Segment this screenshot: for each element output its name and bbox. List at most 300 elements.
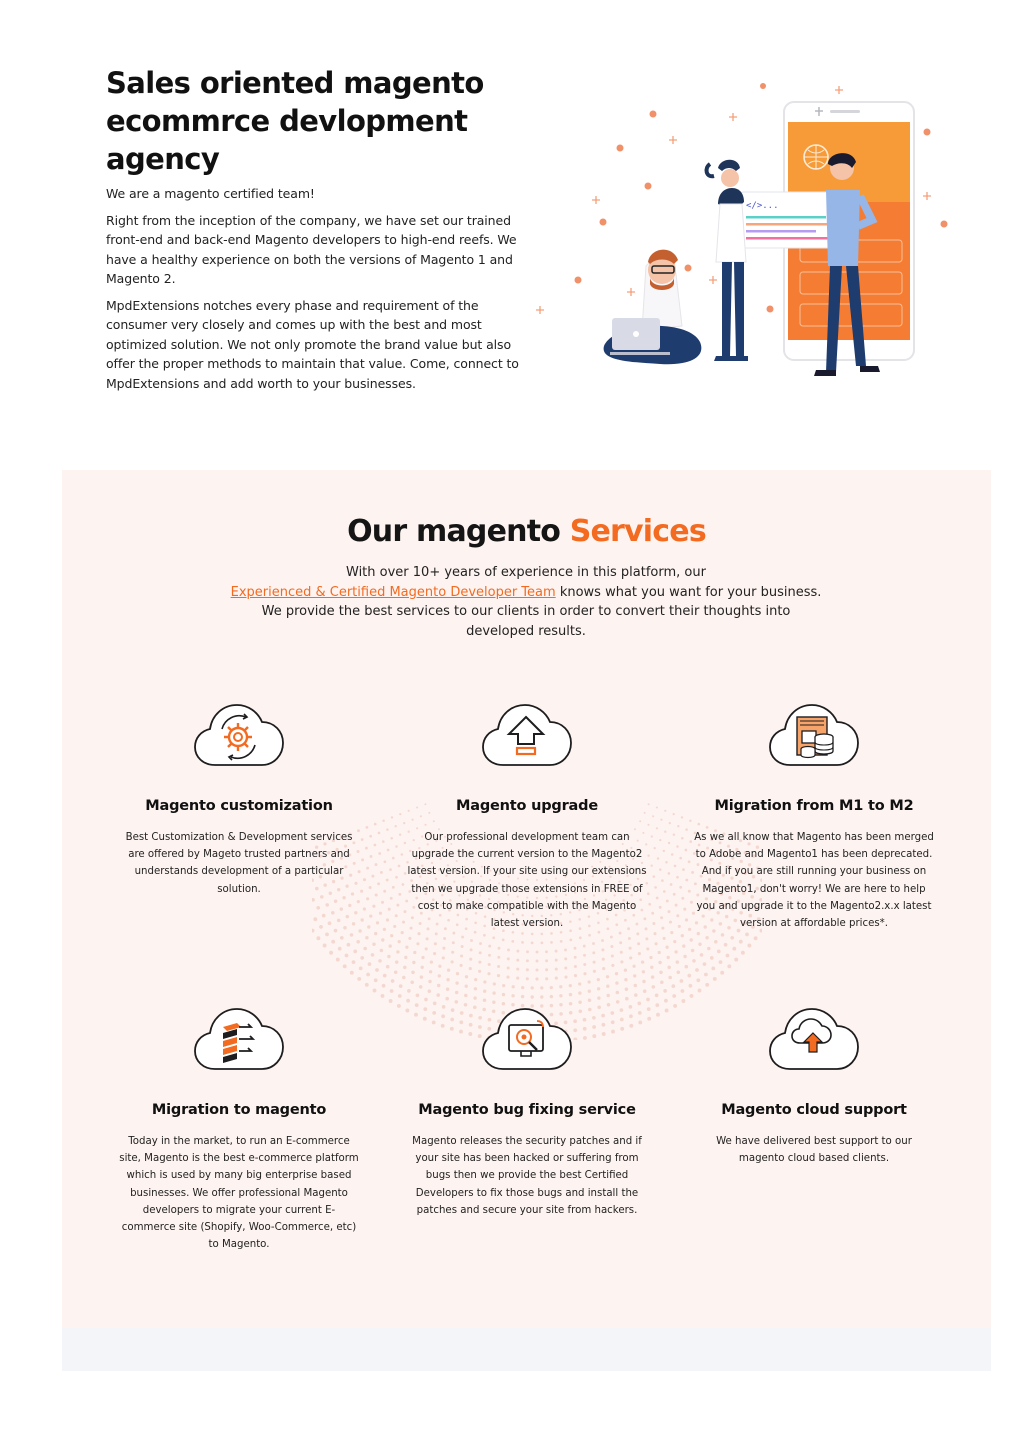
halftone-dot — [666, 900, 669, 903]
halftone-dot — [383, 974, 387, 978]
halftone-dot — [493, 982, 496, 985]
halftone-dot — [398, 893, 401, 896]
halftone-dot — [578, 991, 581, 994]
halftone-dot — [438, 974, 441, 977]
halftone-dot — [382, 819, 385, 822]
halftone-dot — [649, 956, 652, 959]
halftone-dot — [408, 937, 411, 940]
halftone-dot — [645, 937, 648, 940]
halftone-dot — [670, 931, 673, 934]
service-card-text: Our professional development team can upgrade the current version to the Magento2 latest version. If your site using our extensions then we upgrade those extensions in FREE of cost to make compatible with the Magento latest version. — [407, 832, 647, 930]
halftone-dot — [698, 943, 701, 946]
halftone-dot — [700, 953, 704, 957]
halftone-dot — [474, 978, 477, 981]
hero-illustration — [530, 80, 960, 400]
halftone-dot — [673, 893, 676, 896]
halftone-dot — [602, 967, 605, 970]
halftone-dot — [689, 984, 693, 988]
halftone-dot — [620, 951, 623, 954]
halftone-dot — [655, 942, 658, 945]
halftone-dot — [365, 983, 369, 987]
halftone-dot — [724, 943, 728, 947]
service-card-text: Best Customization & Development services are offered by Mageto trusted partners and understands development of a particular solution. — [125, 832, 353, 895]
halftone-dot — [367, 925, 370, 928]
halftone-dot — [641, 960, 644, 963]
halftone-dot — [336, 958, 340, 962]
halftone-dot — [516, 968, 519, 971]
halftone-dot — [419, 985, 423, 989]
svg-text:</>...: </>... — [746, 201, 779, 211]
halftone-dot — [673, 833, 675, 835]
halftone-dot — [653, 875, 656, 878]
halftone-dot — [396, 904, 399, 907]
halftone-dot — [526, 959, 529, 962]
halftone-dot — [555, 977, 558, 980]
halftone-dot — [655, 993, 659, 997]
halftone-dot — [681, 999, 685, 1003]
service-card-title: Migration from M1 to M2 — [714, 798, 914, 814]
halftone-dot — [663, 937, 666, 940]
halftone-dot — [404, 956, 407, 959]
halftone-dot — [671, 984, 675, 988]
halftone-dot — [446, 987, 449, 990]
halftone-dot — [540, 933, 543, 936]
service-card-upgrade — [402, 693, 652, 932]
halftone-dot — [478, 961, 481, 964]
halftone-dot — [375, 863, 378, 866]
halftone-dot — [455, 981, 458, 984]
service-card-m1-to-m2 — [689, 693, 939, 932]
halftone-dot — [313, 917, 317, 921]
halftone-dot — [363, 907, 366, 910]
halftone-dot — [447, 969, 450, 972]
halftone-dot — [732, 947, 736, 951]
halftone-dot — [461, 945, 464, 948]
service-card-title: Magento upgrade — [456, 798, 598, 814]
halftone-dot — [479, 942, 482, 945]
upgrade-arrow-icon — [477, 693, 577, 781]
halftone-dot — [391, 979, 395, 983]
halftone-dot — [659, 971, 662, 974]
halftone-dot — [366, 826, 369, 829]
halftone-dot — [564, 948, 567, 951]
gear-cycle-icon — [189, 693, 289, 781]
halftone-dot — [606, 985, 609, 988]
halftone-dot — [698, 989, 702, 993]
halftone-dot — [368, 962, 372, 966]
halftone-dot — [555, 968, 558, 971]
halftone-dot — [376, 921, 379, 924]
halftone-dot — [637, 942, 640, 945]
halftone-dot — [610, 936, 613, 939]
halftone-dot — [705, 983, 709, 987]
halftone-dot — [369, 914, 372, 917]
halftone-dot — [465, 975, 468, 978]
halftone-dot — [374, 978, 378, 982]
halftone-dot — [455, 991, 458, 994]
halftone-dot — [407, 989, 411, 993]
halftone-dot — [497, 956, 500, 959]
halftone-dot — [395, 960, 398, 963]
halftone-dot — [634, 984, 637, 987]
service-card-text: Magento releases the security patches and if your site has been hacked or suffering from bugs then we provide the best Certified Developers to fix those bugs and install the patches and secure your site from hackers. — [412, 1136, 642, 1216]
halftone-dot — [354, 911, 357, 914]
halftone-dot — [545, 977, 548, 980]
footer-strip — [62, 1328, 991, 1371]
hero-text — [106, 64, 526, 400]
halftone-dot — [312, 929, 314, 933]
halftone-dot — [685, 965, 689, 969]
halftone-dot — [442, 956, 445, 959]
halftone-dot — [661, 879, 664, 882]
developer-team-link[interactable]: Experienced & Certified Magento Developer Team — [230, 584, 556, 600]
halftone-dot — [638, 952, 641, 955]
halftone-dot — [358, 929, 361, 932]
halftone-dot — [704, 973, 708, 977]
halftone-dot — [340, 907, 343, 910]
intro-text-before: With over 10+ years of experience in this platform, our — [346, 565, 706, 580]
halftone-dot — [658, 961, 661, 964]
halftone-dot — [536, 951, 539, 954]
halftone-dot — [388, 908, 391, 911]
halftone-dot — [346, 915, 349, 918]
halftone-dot — [564, 976, 567, 979]
halftone-dot — [369, 835, 372, 838]
halftone-dot — [650, 966, 653, 969]
halftone-dot — [671, 853, 674, 856]
halftone-dot — [511, 940, 514, 943]
halftone-dot — [373, 989, 377, 993]
services-title — [62, 514, 991, 549]
halftone-dot — [658, 951, 661, 954]
halftone-dot — [690, 938, 693, 941]
halftone-dot — [616, 991, 619, 994]
halftone-dot — [705, 936, 708, 939]
halftone-dot — [669, 822, 671, 824]
halftone-dot — [681, 989, 685, 993]
halftone-dot — [396, 950, 399, 953]
halftone-dot — [469, 967, 472, 970]
halftone-dot — [663, 850, 665, 852]
halftone-dot — [696, 978, 700, 982]
halftone-dot — [676, 876, 679, 879]
halftone-dot — [442, 947, 445, 950]
halftone-dot — [469, 958, 472, 961]
halftone-dot — [574, 974, 577, 977]
halftone-dot — [461, 936, 464, 939]
halftone-dot — [352, 922, 355, 925]
halftone-dot — [325, 903, 329, 907]
halftone-dot — [337, 919, 341, 923]
halftone-dot — [593, 970, 596, 973]
halftone-dot — [389, 868, 392, 871]
halftone-dot — [478, 970, 481, 973]
halftone-dot — [386, 828, 389, 831]
halftone-dot — [410, 981, 414, 985]
halftone-dot — [620, 960, 623, 963]
halftone-dot — [375, 968, 379, 972]
halftone-dot — [727, 964, 731, 968]
halftone-dot — [531, 986, 534, 989]
halftone-dot — [521, 932, 524, 935]
bug-search-icon — [477, 997, 577, 1085]
halftone-dot — [507, 948, 510, 951]
halftone-dot — [681, 934, 684, 937]
halftone-dot — [692, 959, 696, 963]
halftone-dot — [685, 879, 688, 882]
halftone-dot — [679, 886, 682, 889]
halftone-dot — [659, 868, 662, 871]
halftone-dot — [610, 945, 613, 948]
halftone-dot — [730, 936, 734, 940]
halftone-dot — [667, 966, 670, 969]
halftone-dot — [574, 947, 577, 950]
halftone-dot — [488, 963, 491, 966]
service-card-title: Magento customization — [145, 798, 333, 814]
halftone-dot — [611, 954, 614, 957]
halftone-dot — [682, 944, 685, 947]
halftone-dot — [625, 987, 628, 990]
halftone-dot — [583, 972, 586, 975]
halftone-dot — [601, 948, 604, 951]
halftone-dot — [382, 840, 385, 843]
halftone-dot — [374, 844, 377, 847]
halftone-dot — [417, 932, 420, 935]
halftone-dot — [660, 916, 663, 919]
halftone-dot — [375, 893, 378, 896]
halftone-dot — [356, 940, 360, 944]
halftone-dot — [592, 951, 595, 954]
halftone-dot — [392, 886, 395, 889]
halftone-dot — [629, 956, 632, 959]
halftone-dot — [387, 849, 390, 852]
halftone-dot — [656, 1013, 660, 1017]
halftone-dot — [678, 925, 681, 928]
halftone-dot — [685, 828, 688, 831]
halftone-dot — [470, 939, 473, 942]
halftone-dot — [402, 976, 406, 980]
halftone-dot — [526, 950, 529, 953]
halftone-dot — [506, 976, 509, 979]
halftone-dot — [661, 927, 664, 930]
halftone-dot — [465, 985, 468, 988]
halftone-dot — [676, 914, 679, 917]
halftone-dot — [655, 1003, 659, 1007]
halftone-dot — [555, 959, 558, 962]
halftone-dot — [416, 942, 419, 945]
halftone-dot — [691, 949, 694, 952]
service-card-text: We have delivered best support to our magento cloud based clients. — [716, 1136, 912, 1165]
halftone-dot — [747, 944, 751, 948]
halftone-dot — [474, 987, 477, 990]
halftone-dot — [329, 951, 333, 955]
halftone-dot — [434, 942, 437, 945]
halftone-dot — [583, 963, 586, 966]
halftone-dot — [488, 945, 491, 948]
halftone-dot — [707, 947, 711, 951]
halftone-dot — [697, 932, 700, 935]
halftone-dot — [369, 886, 372, 889]
halftone-dot — [381, 938, 384, 941]
halftone-dot — [739, 940, 743, 944]
halftone-dot — [381, 901, 384, 904]
halftone-dot — [507, 957, 510, 960]
halftone-dot — [541, 942, 544, 945]
stack-migration-icon — [189, 997, 289, 1085]
halftone-dot — [663, 989, 667, 993]
halftone-dot — [674, 865, 677, 868]
halftone-dot — [574, 956, 577, 959]
halftone-dot — [719, 960, 723, 964]
halftone-dot — [372, 905, 375, 908]
halftone-dot — [659, 839, 661, 841]
halftone-dot — [656, 897, 659, 900]
halftone-dot — [371, 953, 375, 957]
halftone-dot — [669, 921, 672, 924]
halftone-dot — [393, 925, 396, 928]
halftone-dot — [374, 823, 377, 826]
halftone-dot — [545, 959, 548, 962]
halftone-dot — [685, 918, 688, 921]
halftone-dot — [710, 956, 714, 960]
halftone-dot — [535, 968, 538, 971]
halftone-dot — [653, 932, 656, 935]
halftone-dot — [535, 977, 538, 980]
halftone-dot — [555, 950, 558, 953]
halftone-dot — [387, 955, 390, 958]
halftone-dot — [670, 883, 673, 886]
halftone-dot — [734, 958, 738, 962]
halftone-dot — [394, 825, 396, 827]
halftone-dot — [754, 936, 758, 940]
halftone-dot — [677, 825, 679, 827]
service-card-cloud-support — [689, 997, 939, 1167]
halftone-dot — [721, 933, 725, 937]
halftone-dot — [340, 936, 344, 940]
services-title-main: Our magento — [347, 514, 561, 549]
halftone-dot — [516, 977, 519, 980]
halftone-dot — [516, 950, 519, 953]
halftone-dot — [559, 985, 562, 988]
halftone-dot — [451, 951, 454, 954]
halftone-dot — [460, 954, 463, 957]
halftone-dot — [564, 957, 567, 960]
halftone-dot — [656, 827, 658, 829]
halftone-dot — [629, 947, 632, 950]
halftone-dot — [574, 965, 577, 968]
halftone-dot — [398, 940, 401, 943]
hero-tagline: We are a magento certified team! — [106, 186, 315, 201]
halftone-dot — [372, 943, 375, 946]
halftone-dot — [675, 904, 678, 907]
halftone-dot — [550, 941, 553, 944]
halftone-dot — [366, 867, 369, 870]
halftone-dot — [673, 813, 675, 815]
halftone-dot — [359, 967, 363, 971]
halftone-dot — [521, 986, 524, 989]
halftone-dot — [601, 939, 604, 942]
halftone-dot — [443, 937, 446, 940]
halftone-dot — [430, 960, 433, 963]
halftone-dot — [420, 975, 423, 978]
halftone-dot — [673, 1004, 677, 1008]
service-card-customization — [114, 693, 364, 898]
halftone-dot — [654, 847, 656, 849]
halftone-dot — [390, 897, 393, 900]
halftone-dot — [383, 928, 386, 931]
halftone-dot — [350, 971, 354, 975]
halftone-dot — [711, 967, 715, 971]
service-card-title: Magento cloud support — [721, 1102, 907, 1118]
halftone-dot — [536, 960, 539, 963]
halftone-dot — [345, 954, 349, 958]
services-section — [62, 470, 991, 1328]
halftone-dot — [717, 950, 721, 954]
halftone-dot — [680, 979, 684, 983]
hero-paragraph-2: MpdExtensions notches every phase and requirement of the consumer very closely and comes up with the best and most optimized solution. We not only promote the brand value but also offer the proper methods to maintain that value. Come, connect to MpdExtensions and add worth to your businesses. — [106, 297, 519, 391]
halftone-dot — [498, 947, 501, 950]
halftone-dot — [312, 898, 315, 902]
halftone-dot — [646, 947, 649, 950]
halftone-dot — [652, 922, 655, 925]
halftone-dot — [668, 842, 670, 844]
halftone-dot — [426, 937, 429, 940]
halftone-dot — [502, 939, 505, 942]
service-card-text: Today in the market, to run an E-commerce site, Magento is the best e-commerce platform which is used by many big enterprise based businesses. We offer professional Magento developers to migrate your current E-commerce site (Shopify, Woo-Commerce, etc) to Magento. — [119, 1136, 359, 1251]
halftone-dot — [323, 944, 327, 948]
halftone-dot — [545, 950, 548, 953]
halftone-dot — [428, 989, 432, 993]
halftone-dot — [357, 977, 361, 981]
halftone-dot — [397, 1004, 401, 1008]
halftone-dot — [668, 872, 671, 875]
halftone-dot — [502, 984, 505, 987]
halftone-dot — [643, 989, 647, 993]
halftone-dot — [521, 941, 524, 944]
halftone-dot — [390, 837, 393, 840]
halftone-dot — [483, 934, 486, 937]
halftone-dot — [357, 900, 360, 903]
halftone-dot — [713, 977, 717, 981]
halftone-dot — [583, 945, 586, 948]
halftone-dot — [378, 852, 381, 855]
halftone-dot — [386, 965, 390, 969]
halftone-dot — [636, 932, 639, 935]
halftone-dot — [411, 971, 414, 974]
halftone-dot — [560, 940, 563, 943]
halftone-dot — [343, 964, 347, 968]
halftone-dot — [428, 980, 431, 983]
service-card-text: As we all know that Magento has been merged to Adobe and Magento1 has been deprecated. And if you are still running your business on Magento1, don't worry! We are here to help you and upgrade it to the Magento2.x.x latest version at affordable prices*. — [694, 832, 934, 930]
woman-figure — [707, 160, 748, 361]
halftone-dot — [366, 973, 370, 977]
halftone-dot — [379, 912, 382, 915]
halftone-dot — [664, 810, 666, 812]
halftone-dot — [657, 857, 659, 859]
halftone-dot — [389, 999, 393, 1003]
halftone-dot — [361, 918, 364, 921]
halftone-dot — [391, 816, 393, 818]
halftone-dot — [483, 980, 486, 983]
halftone-dot — [348, 904, 351, 907]
halftone-dot — [470, 948, 473, 951]
halftone-dot — [381, 994, 385, 998]
halftone-dot — [564, 966, 567, 969]
halftone-dot — [545, 968, 548, 971]
halftone-dot — [366, 897, 369, 900]
halftone-dot — [726, 954, 730, 958]
halftone-dot — [526, 977, 529, 980]
